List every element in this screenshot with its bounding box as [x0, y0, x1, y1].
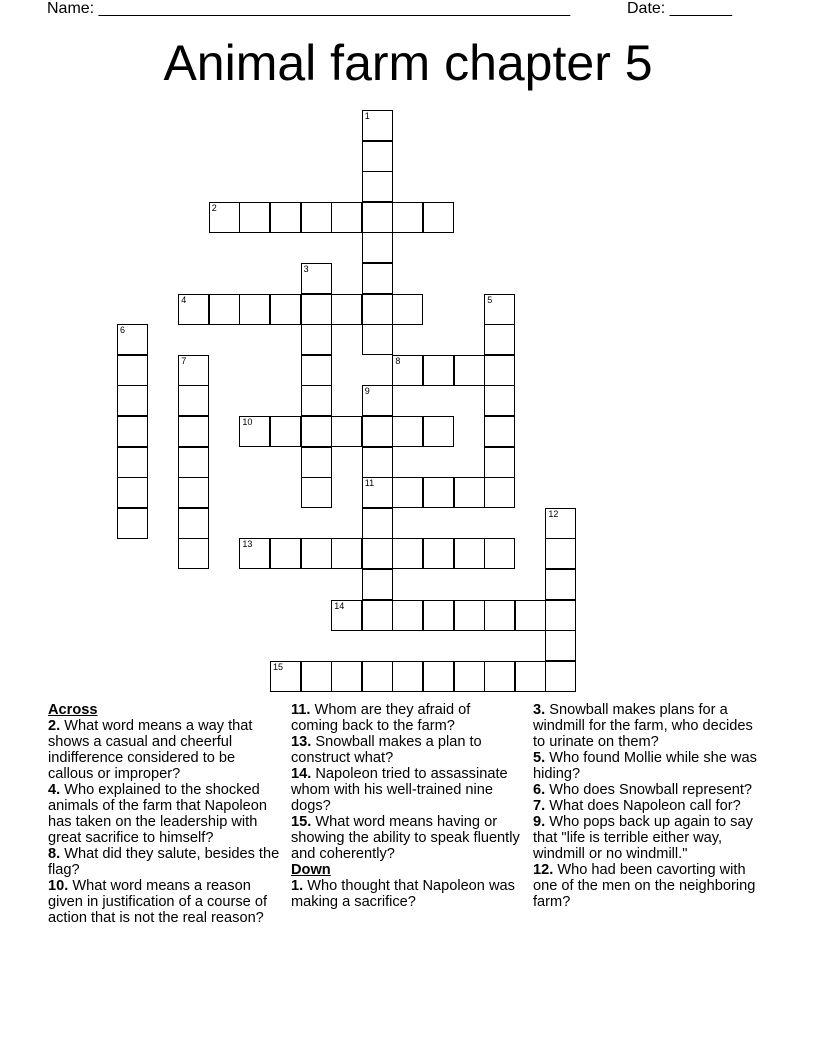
clue-down-6	[533, 782, 759, 798]
crossword-cell[interactable]	[484, 600, 515, 631]
crossword-cell[interactable]	[117, 416, 148, 447]
crossword-cell[interactable]	[484, 355, 515, 386]
clue-text: What word means a way that shows a casual and cheerful indifference considered to be callous or improper?	[48, 718, 253, 782]
crossword-cell[interactable]	[545, 630, 576, 661]
clue-down-9	[533, 814, 759, 862]
crossword-cell[interactable]	[484, 538, 515, 569]
clue-text: Snowball makes plans for a windmill for the farm, who decides to urinate on them?	[533, 702, 753, 750]
crossword-cell[interactable]	[484, 324, 515, 355]
clue-text: What word means having or showing the ability to speak fluently and coherently?	[291, 814, 520, 862]
cell-number: 14	[334, 600, 345, 611]
crossword-cell[interactable]	[301, 477, 332, 508]
clue-across-11	[291, 702, 521, 734]
crossword-cell[interactable]	[178, 538, 209, 569]
crossword-cell[interactable]	[301, 355, 332, 386]
crossword-cell[interactable]	[423, 600, 454, 631]
clue-text: Who had been cavorting with one of the men on the neighboring farm?	[533, 862, 756, 910]
clue-number: 4.	[48, 782, 61, 798]
clue-number: 5.	[533, 750, 546, 766]
clue-text: Snowball makes a plan to construct what?	[291, 734, 482, 766]
crossword-cell[interactable]	[301, 202, 332, 233]
crossword-cell[interactable]	[117, 355, 148, 386]
cell-number: 7	[181, 355, 187, 366]
crossword-cell[interactable]	[423, 202, 454, 233]
crossword-cell[interactable]	[423, 477, 454, 508]
clue-number: 3.	[533, 702, 546, 718]
clue-text: Who pops back up again to say that "life is terrible either way, windmill or no windmill."	[533, 814, 753, 862]
crossword-cell[interactable]	[545, 508, 576, 539]
crossword-cell[interactable]	[178, 294, 209, 325]
clue-number: 1.	[291, 878, 304, 894]
crossword-cell[interactable]	[423, 538, 454, 569]
crossword-cell[interactable]	[454, 661, 485, 692]
across-heading: Across	[48, 702, 98, 718]
crossword-cell[interactable]	[362, 600, 393, 631]
clue-across-15	[291, 814, 521, 862]
clue-text: What word means a reason given in justification of a course of action that is not the real reason?	[48, 878, 268, 926]
clue-across-13	[291, 734, 521, 766]
clue-across-14	[291, 766, 521, 814]
crossword-cell[interactable]	[545, 600, 576, 631]
cell-number: 15	[273, 661, 284, 672]
crossword-cell[interactable]	[362, 508, 393, 539]
crossword-cell[interactable]	[301, 661, 332, 692]
clues-column-1	[48, 702, 284, 926]
crossword-cell[interactable]	[392, 477, 423, 508]
clue-text: What does Napoleon call for?	[549, 798, 741, 814]
crossword-cell[interactable]	[392, 416, 423, 447]
crossword-cell[interactable]	[362, 141, 393, 172]
crossword-cell[interactable]	[392, 661, 423, 692]
name-field-label: Name: _____________________________________________________	[47, 0, 571, 17]
clue-text: Who does Snowball represent?	[549, 782, 753, 798]
crossword-cell[interactable]	[117, 447, 148, 478]
crossword-cell[interactable]	[301, 294, 332, 325]
crossword-cell[interactable]	[301, 538, 332, 569]
cell-number: 1	[364, 111, 370, 121]
clue-text: Who explained to the shocked animals of the farm that Napoleon has taken on the leadership with great sacrifice to himself?	[48, 782, 268, 846]
crossword-cell[interactable]	[392, 355, 423, 386]
clue-across-8	[48, 846, 284, 878]
crossword-cell[interactable]	[362, 110, 393, 141]
cell-number: 2	[211, 202, 217, 213]
crossword-cell[interactable]	[362, 416, 393, 447]
crossword-cell[interactable]	[178, 416, 209, 447]
crossword-cell[interactable]	[178, 385, 209, 416]
crossword-cell[interactable]	[239, 202, 270, 233]
down-heading: Down	[291, 862, 331, 878]
crossword-cell[interactable]	[331, 600, 362, 631]
crossword-cell[interactable]	[301, 385, 332, 416]
crossword-cell[interactable]	[117, 508, 148, 539]
crossword-cell[interactable]	[515, 661, 546, 692]
crossword-cell[interactable]	[362, 171, 393, 202]
crossword-cell[interactable]	[545, 569, 576, 600]
crossword-cell[interactable]	[362, 661, 393, 692]
clues-column-3	[533, 702, 759, 910]
clue-number: 15.	[291, 814, 312, 830]
crossword-cell[interactable]	[301, 324, 332, 355]
crossword-cell[interactable]	[362, 202, 393, 233]
crossword-cell[interactable]	[178, 477, 209, 508]
clue-down-1	[291, 878, 521, 910]
crossword-cell[interactable]	[484, 661, 515, 692]
crossword-cell[interactable]	[362, 447, 393, 478]
crossword-cell[interactable]	[484, 477, 515, 508]
clue-number: 7.	[533, 798, 546, 814]
crossword-cell[interactable]	[362, 263, 393, 294]
crossword-cell[interactable]	[454, 600, 485, 631]
crossword-cell[interactable]	[178, 508, 209, 539]
crossword-cell[interactable]	[484, 447, 515, 478]
clue-text: What did they salute, besides the flag?	[48, 846, 280, 878]
cell-number: 10	[242, 417, 253, 427]
clue-number: 14.	[291, 766, 312, 782]
crossword-cell[interactable]	[209, 202, 240, 233]
clue-text: Who found Mollie while she was hiding?	[533, 750, 757, 782]
crossword-cell[interactable]	[362, 385, 393, 416]
crossword-cell[interactable]	[331, 661, 362, 692]
crossword-cell[interactable]	[209, 294, 240, 325]
clue-across-10	[48, 878, 284, 926]
crossword-cell[interactable]	[454, 355, 485, 386]
cell-number: 5	[487, 294, 493, 305]
crossword-cell[interactable]	[301, 447, 332, 478]
clue-across-2	[48, 718, 284, 782]
crossword-cell[interactable]	[178, 447, 209, 478]
crossword-cell[interactable]	[117, 477, 148, 508]
clue-number: 6.	[533, 782, 546, 798]
crossword-cell[interactable]	[545, 661, 576, 692]
clue-text: Napoleon tried to assassinate whom with his well-trained nine dogs?	[291, 766, 508, 814]
crossword-cell[interactable]	[331, 294, 362, 325]
crossword-cell[interactable]	[301, 263, 332, 294]
crossword-cell[interactable]	[270, 416, 301, 447]
cell-number: 11	[364, 478, 375, 489]
crossword-cell[interactable]	[117, 324, 148, 355]
crossword-cell[interactable]	[362, 477, 393, 508]
clue-number: 13.	[291, 734, 312, 750]
crossword-cell[interactable]	[392, 538, 423, 569]
crossword-cell[interactable]	[270, 538, 301, 569]
clue-number: 8.	[48, 846, 61, 862]
crossword-cell[interactable]	[454, 477, 485, 508]
clue-number: 2.	[48, 718, 61, 734]
clue-text: Who thought that Napoleon was making a sacrifice?	[291, 878, 515, 910]
clue-down-12	[533, 862, 759, 910]
page-title: Animal farm chapter 5	[163, 35, 653, 91]
crossword-cell[interactable]	[362, 232, 393, 263]
clue-across-4	[48, 782, 284, 846]
crossword-cell[interactable]	[515, 600, 546, 631]
crossword-cell[interactable]	[270, 294, 301, 325]
crossword-cell[interactable]	[423, 416, 454, 447]
crossword-cell[interactable]	[239, 416, 270, 447]
crossword-cell[interactable]	[392, 202, 423, 233]
crossword-cell[interactable]	[423, 355, 454, 386]
cell-number: 13	[242, 539, 253, 550]
clue-number: 12.	[533, 862, 554, 878]
crossword-cell[interactable]	[239, 294, 270, 325]
cell-number: 6	[120, 325, 126, 336]
date-field-label: Date: _______	[627, 0, 732, 17]
clues-column-2	[291, 702, 521, 910]
clue-down-3	[533, 702, 759, 750]
cell-number: 3	[303, 264, 309, 274]
crossword-cell[interactable]	[331, 416, 362, 447]
crossword-cell[interactable]	[362, 294, 393, 325]
cell-number: 12	[548, 508, 559, 519]
crossword-cell[interactable]	[331, 202, 362, 233]
crossword-cell[interactable]	[484, 385, 515, 416]
clue-number: 10.	[48, 878, 69, 894]
crossword-cell[interactable]	[270, 661, 301, 692]
cell-number: 8	[395, 355, 401, 366]
cell-number: 4	[181, 294, 187, 305]
crossword-cell[interactable]	[362, 324, 393, 355]
clue-down-7	[533, 798, 759, 814]
crossword-cell[interactable]	[270, 202, 301, 233]
crossword-cell[interactable]	[362, 569, 393, 600]
crossword-cell[interactable]	[301, 416, 332, 447]
crossword-cell[interactable]	[423, 661, 454, 692]
crossword-cell[interactable]	[454, 538, 485, 569]
crossword-cell[interactable]	[392, 294, 423, 325]
clue-down-5	[533, 750, 759, 782]
crossword-cell[interactable]	[484, 294, 515, 325]
crossword-cell[interactable]	[178, 355, 209, 386]
crossword-cell[interactable]	[362, 538, 393, 569]
crossword-cell[interactable]	[392, 600, 423, 631]
clue-text: Whom are they afraid of coming back to the farm?	[291, 702, 471, 734]
crossword-cell[interactable]	[484, 416, 515, 447]
crossword-cell[interactable]	[117, 385, 148, 416]
clue-number: 9.	[533, 814, 546, 830]
crossword-cell[interactable]	[239, 538, 270, 569]
cell-number: 9	[364, 386, 370, 397]
crossword-cell[interactable]	[545, 538, 576, 569]
clue-number: 11.	[291, 702, 311, 718]
crossword-cell[interactable]	[331, 538, 362, 569]
